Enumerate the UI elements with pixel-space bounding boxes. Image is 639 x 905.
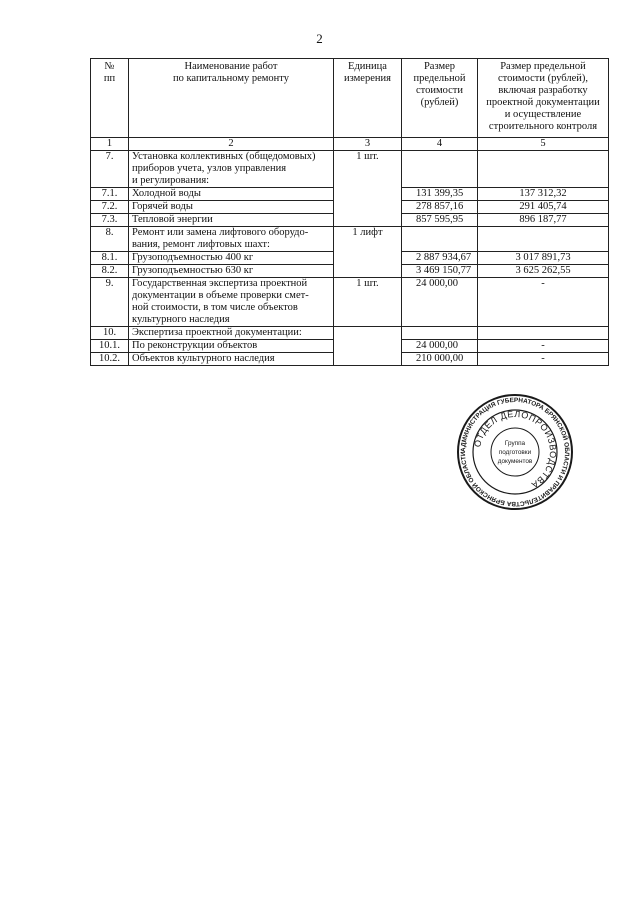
unit-cell: 1 шт. <box>334 151 402 227</box>
official-stamp <box>456 393 574 511</box>
header-cost-full: Размер предельной стоимости (рублей), включая разработку проектной документации и осуществление строительного контроля <box>478 59 609 138</box>
cost-value <box>402 227 478 252</box>
table-row <box>91 227 609 252</box>
column-index: 3 <box>334 138 402 151</box>
table-row <box>91 327 609 340</box>
header-num: № пп <box>91 59 129 138</box>
stamp-department-text: ОТДЕЛ ДЕЛОПРОИЗВОДСТВА <box>472 408 559 491</box>
unit-cell: 1 шт. <box>334 278 402 327</box>
work-name: Ремонт или замена лифтового оборудо- вания, ремонт лифтовых шахт: <box>129 227 334 252</box>
table-row <box>91 278 609 327</box>
cost-full-value: 137 312,32 <box>478 188 609 201</box>
cost-value <box>402 327 478 340</box>
cost-value <box>402 151 478 188</box>
cost-value: 24 000,00 <box>402 340 478 353</box>
work-name: Объектов культурного наследия <box>129 353 334 366</box>
cost-full-value: - <box>478 353 609 366</box>
column-index-row <box>91 138 609 151</box>
row-number: 8.2. <box>91 265 129 278</box>
table-header-row <box>91 59 609 138</box>
row-number: 7.2. <box>91 201 129 214</box>
cost-full-value: 896 187,77 <box>478 214 609 227</box>
unit-cell: 1 лифт <box>334 227 402 278</box>
work-name: Установка коллективных (общедомовых) приборов учета, узлов управления и регулирования: <box>129 151 334 188</box>
cost-value: 278 857,16 <box>402 201 478 214</box>
column-index: 2 <box>129 138 334 151</box>
row-number: 8. <box>91 227 129 252</box>
cost-value: 2 887 934,67 <box>402 252 478 265</box>
stamp-outer-text: АДМИНИСТРАЦИЯ ГУБЕРНАТОРА БРЯНСКОЙ ОБЛАСТИ И ПРАВИТЕЛЬСТВА БРЯНСКОЙ ОБЛАСТИ <box>459 396 571 508</box>
row-number: 7. <box>91 151 129 188</box>
work-name: Государственная экспертиза проектной документации в объеме проверки смет- ной стоимости, в том числе объектов культурного наследия <box>129 278 334 327</box>
page-number: 2 <box>316 31 323 46</box>
cost-full-value: 291 405,74 <box>478 201 609 214</box>
work-name: Холодной воды <box>129 188 334 201</box>
cost-value: 24 000,00 <box>402 278 478 327</box>
table-row <box>91 151 609 188</box>
stamp-center-line: документов <box>497 458 533 465</box>
cost-full-value: 3 625 262,55 <box>478 265 609 278</box>
cost-full-value: - <box>478 278 609 327</box>
work-name: Горячей воды <box>129 201 334 214</box>
capital-repair-cost-table <box>90 58 609 366</box>
row-number: 7.3. <box>91 214 129 227</box>
cost-full-value <box>478 227 609 252</box>
row-number: 10.2. <box>91 353 129 366</box>
work-name: Тепловой энергии <box>129 214 334 227</box>
cost-value: 857 595,95 <box>402 214 478 227</box>
work-name: Грузоподъемностью 630 кг <box>129 265 334 278</box>
work-name: Грузоподъемностью 400 кг <box>129 252 334 265</box>
header-name: Наименование работ по капитальному ремонту <box>129 59 334 138</box>
work-name: По реконструкции объектов <box>129 340 334 353</box>
header-cost: Размер предельной стоимости (рублей) <box>402 59 478 138</box>
stamp-center-line: подготовки <box>498 449 532 456</box>
cost-full-value: - <box>478 340 609 353</box>
column-index: 5 <box>478 138 609 151</box>
unit-cell <box>334 327 402 366</box>
cost-full-value: 3 017 891,73 <box>478 252 609 265</box>
row-number: 7.1. <box>91 188 129 201</box>
header-unit: Единица измерения <box>334 59 402 138</box>
stamp-center-line: Группа <box>504 440 526 447</box>
cost-value: 210 000,00 <box>402 353 478 366</box>
row-number: 10.1. <box>91 340 129 353</box>
work-name: Экспертиза проектной документации: <box>129 327 334 340</box>
column-index: 4 <box>402 138 478 151</box>
cost-value: 3 469 150,77 <box>402 265 478 278</box>
row-number: 9. <box>91 278 129 327</box>
column-index: 1 <box>91 138 129 151</box>
row-number: 10. <box>91 327 129 340</box>
cost-value: 131 399,35 <box>402 188 478 201</box>
row-number: 8.1. <box>91 252 129 265</box>
cost-full-value <box>478 327 609 340</box>
cost-full-value <box>478 151 609 188</box>
